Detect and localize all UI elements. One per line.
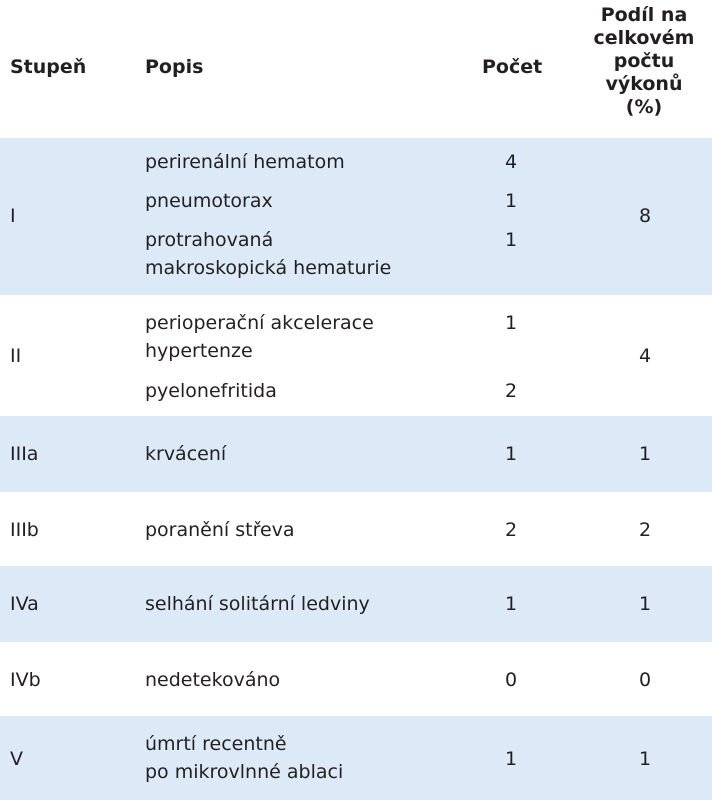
- header-count: Počet: [482, 56, 543, 78]
- description-line: hypertenze: [145, 340, 253, 362]
- description-cell: [145, 730, 475, 786]
- grade-cell: I: [10, 205, 16, 227]
- description-cell: selhání solitární ledviny: [145, 593, 370, 615]
- count-cell: 1: [504, 190, 518, 212]
- count-cell: 1: [504, 748, 518, 770]
- share-cell: 8: [638, 205, 652, 227]
- description-cell: pyelonefritida: [145, 380, 277, 402]
- header-description: Popis: [145, 56, 204, 78]
- count-cell: 0: [504, 669, 518, 691]
- table-row-grade-v: [0, 716, 712, 800]
- description-line: perioperační akcelerace: [145, 312, 374, 334]
- grade-cell: IVa: [10, 593, 39, 615]
- description-cell: poranění střeva: [145, 519, 295, 541]
- grade-cell: II: [10, 345, 22, 367]
- grade-cell: IIIa: [10, 443, 39, 465]
- header-share-line: počtu: [613, 50, 675, 72]
- table-row-grade-ivb: [0, 642, 712, 716]
- description-cell: pneumotorax: [145, 190, 273, 212]
- description-cell: [145, 226, 475, 282]
- table-row-grade-iva: [0, 566, 712, 642]
- header-share: [582, 4, 706, 119]
- header-share-line: (%): [625, 96, 663, 118]
- table-row-grade-ii: [0, 295, 712, 416]
- description-cell: [145, 309, 475, 365]
- share-cell: 2: [638, 519, 652, 541]
- table-row-grade-iiib: [0, 492, 712, 566]
- share-cell: 1: [638, 443, 652, 465]
- grade-cell: IVb: [10, 669, 41, 691]
- count-cell: 4: [504, 151, 518, 173]
- share-cell: 1: [638, 748, 652, 770]
- description-line: protrahovaná: [145, 229, 274, 251]
- grade-cell: V: [10, 748, 23, 770]
- description-cell: nedetekováno: [145, 669, 281, 691]
- description-cell: krvácení: [145, 443, 227, 465]
- description-line: makroskopická hematurie: [145, 257, 392, 279]
- share-cell: 1: [638, 593, 652, 615]
- count-cell: 2: [504, 380, 518, 402]
- count-cell: 1: [504, 443, 518, 465]
- header-share-line: celkovém: [593, 27, 695, 49]
- description-line: po mikrovlnné ablaci: [145, 761, 344, 783]
- share-cell: 0: [638, 669, 652, 691]
- header-grade: Stupeň: [10, 56, 87, 78]
- count-cell: 2: [504, 519, 518, 541]
- description-line: úmrtí recentně: [145, 733, 287, 755]
- table-row-grade-iiia: [0, 416, 712, 492]
- count-cell: 1: [504, 312, 518, 334]
- count-cell: 1: [504, 229, 518, 251]
- count-cell: 1: [504, 593, 518, 615]
- table-header: [0, 0, 712, 138]
- share-cell: 4: [638, 345, 652, 367]
- description-cell: perirenální hematom: [145, 151, 345, 173]
- header-share-line: Podíl na: [600, 4, 688, 26]
- header-share-line: výkonů: [605, 73, 683, 95]
- table-row-grade-i: [0, 138, 712, 295]
- grade-cell: IIIb: [10, 519, 39, 541]
